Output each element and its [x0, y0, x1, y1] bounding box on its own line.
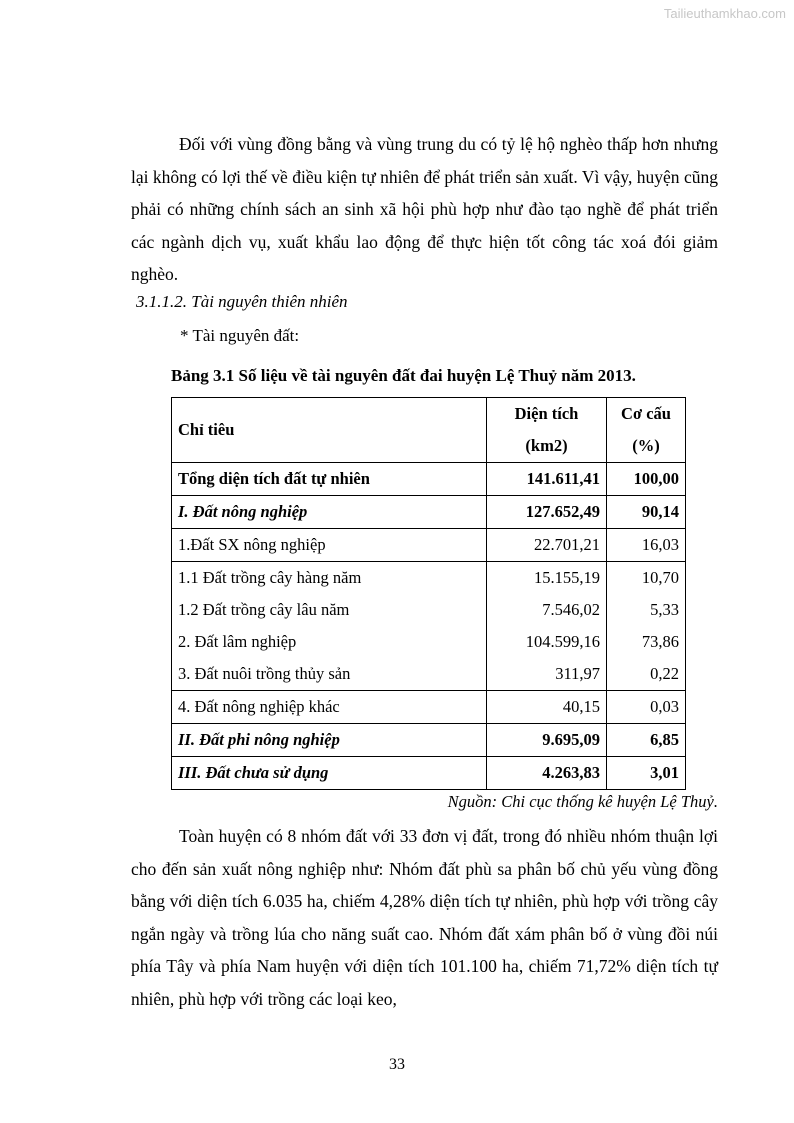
row-share: 0,03: [607, 691, 686, 724]
row-share: 16,03: [607, 529, 686, 562]
header-indicator: Chỉ tiêu: [172, 398, 487, 463]
row-label: 1.1 Đất trồng cây hàng năm: [172, 562, 487, 595]
row-area: 7.546,02: [487, 594, 607, 626]
row-share: 90,14: [607, 496, 686, 529]
row-area: 9.695,09: [487, 724, 607, 757]
row-label: III. Đất chưa sử dụng: [172, 757, 487, 790]
table-row: [172, 496, 686, 529]
header-share-line2: (%): [632, 436, 660, 455]
soil-groups-paragraph: Toàn huyện có 8 nhóm đất với 33 đơn vị đất, trong đó nhiều nhóm thuận lợi cho đến sản xuất nông nghiệp như: Nhóm đất phù sa phân bố chủ yếu vùng đồng bằng với diện tích 6.035 ha, chiếm 4,28% diện tích tự nhiên, phù hợp với trồng cây ngắn ngày và trồng lúa cho năng suất cao. Nhóm đất xám phân bố ở vùng đồi núi phía Tây và phía Nam huyện với diện tích 101.100 ha, chiếm 71,72% diện tích tự nhiên, phù hợp với trồng các loại keo,: [131, 826, 718, 1009]
source-note: Nguồn: Chi cục thống kê huyện Lệ Thuỷ.: [447, 792, 718, 811]
header-area-line2: (km2): [525, 436, 568, 455]
table-row: [172, 757, 686, 790]
row-area: 104.599,16: [487, 626, 607, 658]
header-area: [487, 398, 607, 463]
row-area: 127.652,49: [487, 496, 607, 529]
row-share: 5,33: [607, 594, 686, 626]
header-share-line1: Cơ cấu: [621, 404, 671, 423]
row-area: 311,97: [487, 658, 607, 691]
row-label: I. Đất nông nghiệp: [172, 496, 487, 529]
row-area: 15.155,19: [487, 562, 607, 595]
table-row: [172, 562, 686, 595]
table-caption: Bảng 3.1 Số liệu về tài nguyên đất đai huyện Lệ Thuỷ năm 2013.: [171, 366, 636, 385]
table-row: [172, 463, 686, 496]
watermark: Tailieuthamkhao.com: [663, 6, 786, 21]
header-share: [607, 398, 686, 463]
row-area: 40,15: [487, 691, 607, 724]
row-label: 1.2 Đất trồng cây lâu năm: [172, 594, 487, 626]
table-row: [172, 691, 686, 724]
intro-paragraph: Đối với vùng đồng bằng và vùng trung du có tỷ lệ hộ nghèo thấp hơn nhưng lại không có lợi thế về điều kiện tự nhiên để phát triển sản xuất. Vì vậy, huyện cũng phải có những chính sách an sinh xã hội phù hợp như đào tạo nghề để phát triển các ngành dịch vụ, xuất khẩu lao động để thực hiện tốt công tác xoá đói giảm nghèo.: [131, 134, 718, 285]
table-row: [172, 626, 686, 658]
row-label: 4. Đất nông nghiệp khác: [172, 691, 487, 724]
header-area-line1: Diện tích: [514, 404, 579, 423]
row-label: 3. Đất nuôi trồng thủy sản: [172, 658, 487, 691]
row-share: 0,22: [607, 658, 686, 691]
row-label: 1.Đất SX nông nghiệp: [172, 529, 487, 562]
table-header-row: [172, 398, 686, 463]
section-heading: 3.1.1.2. Tài nguyên thiên nhiên: [136, 292, 348, 311]
table-row: [172, 529, 686, 562]
row-share: 6,85: [607, 724, 686, 757]
row-label: 2. Đất lâm nghiệp: [172, 626, 487, 658]
row-share: 100,00: [607, 463, 686, 496]
land-resources-table: [171, 397, 686, 790]
table-row: [172, 658, 686, 691]
row-area: 141.611,41: [487, 463, 607, 496]
table-row: [172, 724, 686, 757]
row-area: 4.263,83: [487, 757, 607, 790]
row-share: 10,70: [607, 562, 686, 595]
row-share: 73,86: [607, 626, 686, 658]
row-area: 22.701,21: [487, 529, 607, 562]
row-share: 3,01: [607, 757, 686, 790]
table-row: [172, 594, 686, 626]
page-number: 33: [389, 1056, 405, 1073]
subheading-land-resources: * Tài nguyên đất:: [180, 326, 300, 345]
row-label: II. Đất phi nông nghiệp: [172, 724, 487, 757]
row-label: Tổng diện tích đất tự nhiên: [172, 463, 487, 496]
